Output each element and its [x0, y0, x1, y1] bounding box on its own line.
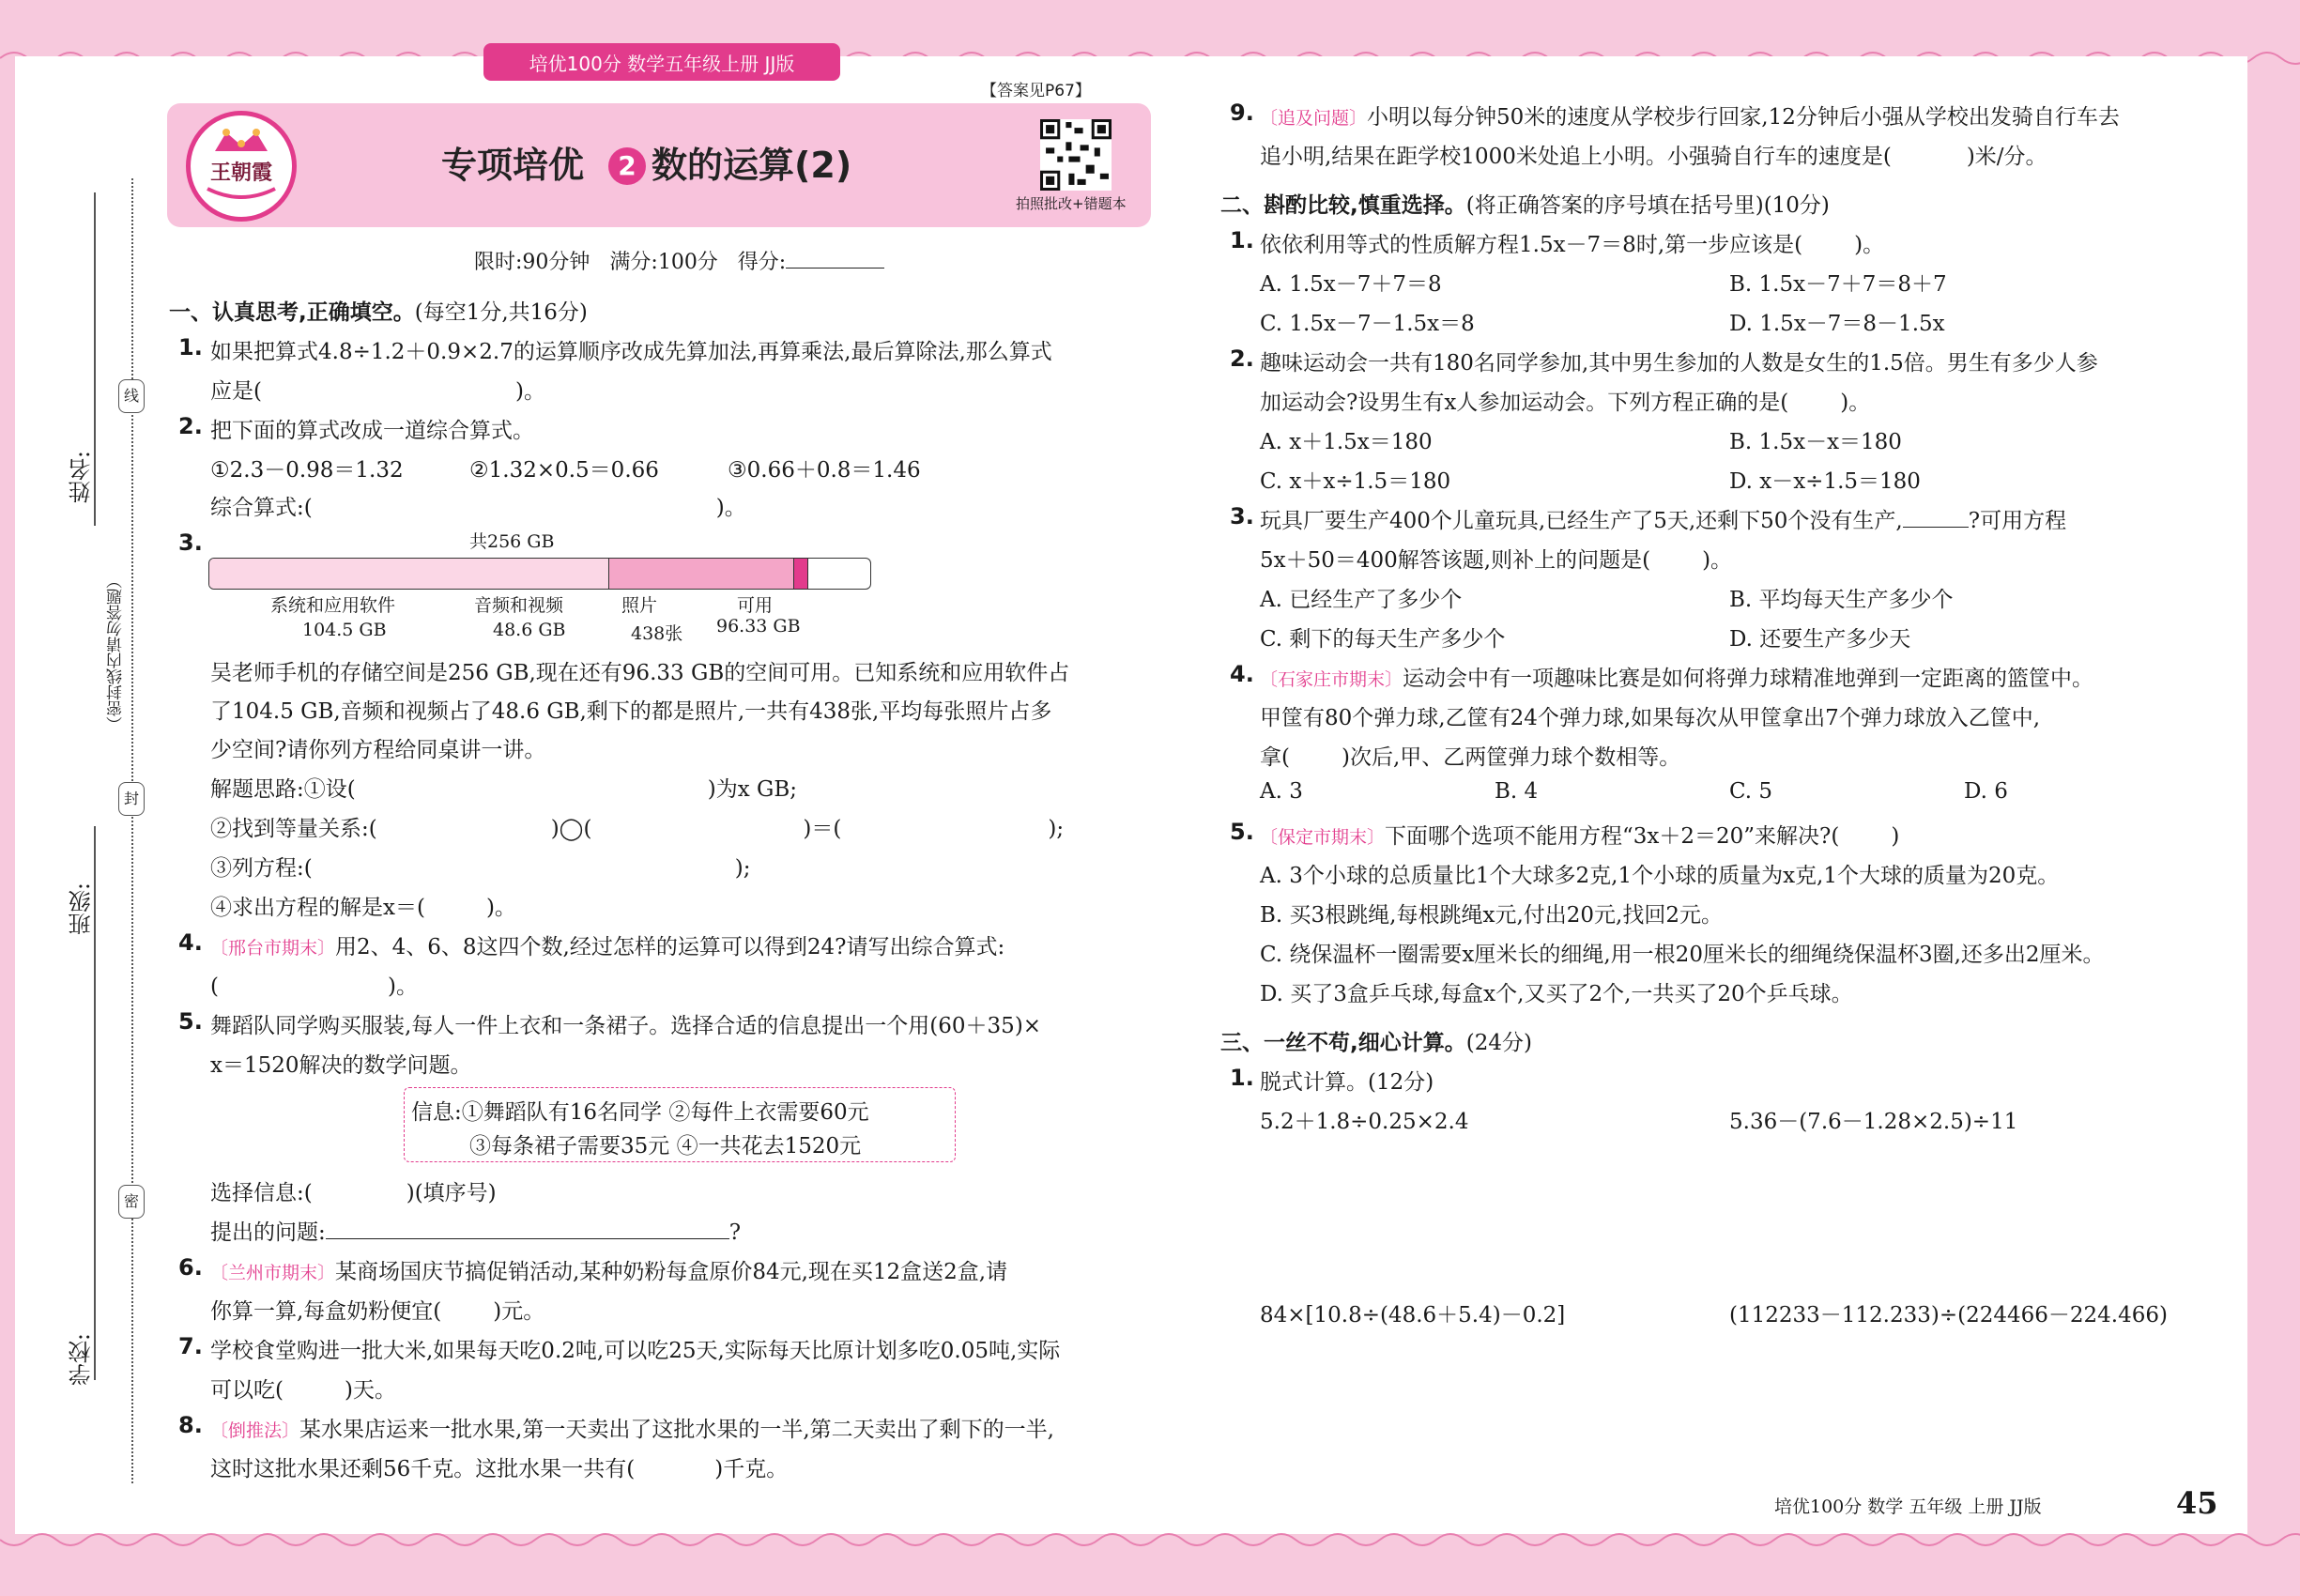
seg-name-audio: 音频和视频 — [474, 595, 564, 616]
section-1-title: 一、认真思考,正确填空。(每空1分,共16分) — [169, 300, 588, 325]
seg-name-free: 可用 — [737, 595, 774, 616]
c5-option-b[interactable]: B. 买3根跳绳,每根跳绳x元,付出20元,找回2元。 — [1260, 903, 1723, 928]
c1-stem: 依依利用等式的性质解方程1.5x－7＝8时,第一步应该是( )。 — [1260, 233, 1885, 257]
c4-option-d[interactable]: D. 6 — [1964, 779, 2008, 804]
svg-text:王朝霞: 王朝霞 — [209, 161, 273, 185]
crown-logo-icon — [194, 119, 288, 213]
q3-step-4: ④求出方程的解是x＝( )。 — [210, 896, 516, 920]
q7-text-2: 可以吃( )天。 — [210, 1378, 396, 1403]
q8-text-1: 〔倒推法〕某水果店运来一批水果,第一天卖出了这批水果的一半,第二天卖出了剩下的一半, — [210, 1418, 1054, 1442]
c2-number: 2. — [1230, 345, 1254, 372]
q9-text-2: 追小明,结果在距学校1000米处追上小明。小强骑自行车的速度是( )米/分。 — [1260, 145, 2047, 169]
c3-option-a[interactable]: A. 已经生产了多少个 — [1260, 588, 1463, 612]
c2-stem-2: 加运动会?设男生有x人参加运动会。下列方程正确的是( )。 — [1260, 391, 1871, 415]
section-2-title: 二、斟酌比较,慎重选择。(将正确答案的序号填在括号里)(10分) — [1220, 193, 1830, 218]
c3-option-d[interactable]: D. 还要生产多少天 — [1729, 627, 1911, 652]
c5-option-d[interactable]: D. 买了3盒乒乓球,每盒x个,又买了2个,一共买了20个乒乓球。 — [1260, 982, 1853, 1006]
q8-number: 8. — [178, 1412, 203, 1438]
c2-option-a[interactable]: A. x＋1.5x＝180 — [1260, 430, 1433, 454]
q8-text-2: 这时这批水果还剩56千克。这批水果一共有( )千克。 — [210, 1457, 789, 1481]
c2-option-b[interactable]: B. 1.5x－x＝180 — [1729, 430, 1902, 454]
class-label: 班级: — [69, 882, 95, 936]
storage-bar — [208, 558, 871, 590]
q3-step-1: 解题思路:①设( )为x GB; — [210, 777, 798, 802]
q6-text-2: 你算一算,每盒奶粉便宜( )元。 — [210, 1299, 545, 1324]
binding-dotted-line — [131, 178, 133, 1483]
d1-expr-4: (112233－112.233)÷(224466－224.466) — [1729, 1303, 2168, 1327]
d1-number: 1. — [1230, 1065, 1254, 1091]
segment-system-apps — [209, 559, 609, 589]
c5-option-c[interactable]: C. 绕保温杯一圈需要x厘米长的细绳,用一根20厘米长的细绳绕保温杯3圈,还多出2厘米。 — [1260, 943, 2105, 967]
seal-box-line: 线 — [118, 379, 145, 413]
c1-option-a[interactable]: A. 1.5x－7＋7＝8 — [1260, 272, 1442, 297]
segment-photos — [794, 559, 808, 589]
q6-number: 6. — [178, 1254, 203, 1281]
seg-val-free: 96.33 GB — [716, 616, 801, 637]
page-footer: 培优100分 数学 五年级 上册 JJ版 — [1774, 1496, 2042, 1517]
c4-stem-2: 甲筐有80个弹力球,乙筐有24个弹力球,如果每次从甲筐拿出7个弹力球放入乙筐中, — [1260, 706, 2041, 730]
q5-text-2: x＝1520解决的数学问题。 — [210, 1053, 472, 1078]
q5-info-2: ③每条裙子需要35元 ④一共花去1520元 — [469, 1134, 862, 1159]
c4-number: 4. — [1230, 661, 1254, 687]
name-label: 姓名: — [69, 451, 95, 504]
q2-item-1: ①2.3－0.98＝1.32 — [210, 458, 404, 483]
brand-logo — [186, 111, 297, 222]
page-title: 专项培优 2 数的运算(2) — [441, 145, 852, 186]
q3-text-2: 了104.5 GB,音频和视频占了48.6 GB,剩下的都是照片,一共有438张,平均每张照片占多 — [210, 699, 1052, 724]
d1-expr-3: 84×[10.8÷(48.6＋5.4)－0.2] — [1260, 1303, 1566, 1327]
q7-text-1: 学校食堂购进一批大米,如果每天吃0.2吨,可以吃25天,实际每天比原计划多吃0.05吨,实际 — [210, 1339, 1061, 1363]
q2-item-2: ②1.32×0.5＝0.66 — [469, 458, 659, 483]
c3-option-b[interactable]: B. 平均每天生产多少个 — [1729, 588, 1954, 612]
seg-name-system: 系统和应用软件 — [270, 595, 396, 616]
book-series-tag: 培优100分 数学五年级上册 JJ版 — [483, 43, 840, 81]
c5-stem: 〔保定市期末〕下面哪个选项不能用方程“3x＋2＝20”来解决?( ) — [1260, 824, 1900, 849]
page-number: 45 — [2176, 1485, 2218, 1521]
d1-expr-1: 5.2＋1.8÷0.25×2.4 — [1260, 1110, 1469, 1134]
section-3-title: 三、一丝不苟,细心计算。(24分) — [1220, 1031, 1532, 1055]
c2-option-d[interactable]: D. x－x÷1.5＝180 — [1729, 469, 1921, 494]
q9-text-1: 〔追及问题〕小明以每分钟50米的速度从学校步行回家,12分钟后小强从学校出发骑自行车去 — [1260, 105, 2120, 130]
c1-number: 1. — [1230, 227, 1254, 253]
q2-item-3: ③0.66＋0.8＝1.46 — [728, 458, 921, 483]
c1-option-d[interactable]: D. 1.5x－7＝8－1.5x — [1729, 312, 1945, 336]
class-underline — [94, 826, 96, 1108]
q6-text-1: 〔兰州市期末〕某商场国庆节搞促销活动,某种奶粉每盒原价84元,现在买12盒送2盒,请 — [210, 1260, 1008, 1284]
q2-answer-line: 综合算式:( )。 — [210, 496, 746, 520]
segment-audio-video — [609, 559, 794, 589]
seg-val-photo: 438张 — [631, 623, 683, 644]
q5-number: 5. — [178, 1008, 203, 1035]
c2-stem-1: 趣味运动会一共有180名同学参加,其中男生参加的人数是女生的1.5倍。男生有多少人参 — [1260, 351, 2098, 376]
q3-text-3: 少空间?请你列方程给同桌讲一讲。 — [210, 738, 546, 762]
c4-option-a[interactable]: A. 3 — [1260, 779, 1303, 804]
seal-line-note: （密封线内请勿答题） — [106, 573, 126, 732]
c3-question-blank[interactable] — [1903, 527, 1969, 528]
q4-number: 4. — [178, 929, 203, 956]
seal-box-secret: 密 — [118, 1185, 145, 1219]
seal-box-seal: 封 — [118, 782, 145, 816]
q4-text: 〔邢台市期末〕用2、4、6、8这四个数,经过怎样的运算可以得到24?请写出综合算式: — [210, 935, 1005, 959]
c5-option-a[interactable]: A. 3个小球的总质量比1个大球多2克,1个小球的质量为x克,1个大球的质量为20克。 — [1260, 864, 2060, 888]
q5-text-1: 舞蹈队同学购买服装,每人一件上衣和一条裙子。选择合适的信息提出一个用(60＋35)× — [210, 1014, 1042, 1038]
answer-reference: 【答案见P67】 — [981, 82, 1091, 100]
school-label: 学校: — [69, 1333, 95, 1387]
q3-number: 3. — [178, 529, 203, 556]
q2-stem: 把下面的算式改成一道综合算式。 — [210, 419, 534, 443]
q3-step-2: ②找到等量关系:( )◯( )＝( ); — [210, 817, 1065, 841]
seg-val-audio: 48.6 GB — [493, 620, 566, 640]
c3-option-c[interactable]: C. 剩下的每天生产多少个 — [1260, 627, 1506, 652]
storage-total-label: 共256 GB — [469, 531, 555, 552]
c4-option-c[interactable]: C. 5 — [1729, 779, 1773, 804]
c1-option-c[interactable]: C. 1.5x－7－1.5x＝8 — [1260, 312, 1475, 336]
c3-stem-1: 玩具厂要生产400个儿童玩具,已经生产了5天,还剩下50个没有生产, ?可用方程 — [1260, 509, 2067, 533]
c4-option-b[interactable]: B. 4 — [1495, 779, 1539, 804]
q5-info-1: 信息:①舞蹈队有16名同学 ②每件上衣需要60元 — [411, 1100, 869, 1125]
qr-caption: 拍照批改+错题本 — [1016, 195, 1127, 212]
q7-number: 7. — [178, 1333, 203, 1359]
seg-val-system: 104.5 GB — [302, 620, 387, 640]
q3-text-1: 吴老师手机的存储空间是256 GB,现在还有96.33 GB的空间可用。已知系统和应用软件占 — [210, 661, 1070, 685]
bottom-wave-border — [0, 1521, 2300, 1558]
c4-stem-1: 〔石家庄市期末〕运动会中有一项趣味比赛是如何将弹力球精准地弹到一定距离的篮筐中。 — [1260, 667, 2094, 691]
exam-meta: 限时:90分钟 满分:100分 得分: — [474, 246, 884, 275]
q5-ask-blank[interactable] — [326, 1238, 729, 1239]
qr-code-icon[interactable] — [1040, 119, 1112, 191]
q2-number: 2. — [178, 413, 203, 439]
d1-expr-2: 5.36－(7.6－1.28×2.5)÷11 — [1729, 1110, 2018, 1134]
q1-number: 1. — [178, 334, 203, 361]
seg-name-photo: 照片 — [621, 595, 658, 616]
q3-step-3: ③列方程:( ); — [210, 856, 751, 881]
q1-text: 如果把算式4.8÷1.2＋0.9×2.7的运算顺序改成先算加法,再算乘法,最后算除法,那么算式 — [210, 340, 1052, 364]
c3-stem-2: 5x＋50＝400解答该题,则补上的问题是( )。 — [1260, 548, 1733, 573]
q9-number: 9. — [1230, 100, 1254, 126]
c2-option-c[interactable]: C. x＋x÷1.5＝180 — [1260, 469, 1451, 494]
c5-number: 5. — [1230, 819, 1254, 845]
q5-ask-line: 提出的问题: ? — [210, 1220, 742, 1245]
score-blank[interactable] — [786, 268, 884, 269]
c4-stem-3: 拿( )次后,甲、乙两筐弹力球个数相等。 — [1260, 745, 1681, 770]
c3-number: 3. — [1230, 503, 1254, 529]
q4-answer-line: ( )。 — [210, 974, 418, 999]
q5-select-line: 选择信息:( )(填序号) — [210, 1181, 497, 1205]
q1-answer-line: 应是( )。 — [210, 379, 545, 404]
d1-stem: 脱式计算。(12分) — [1260, 1070, 1434, 1095]
c1-option-b[interactable]: B. 1.5x－7＋7＝8＋7 — [1729, 272, 1947, 297]
